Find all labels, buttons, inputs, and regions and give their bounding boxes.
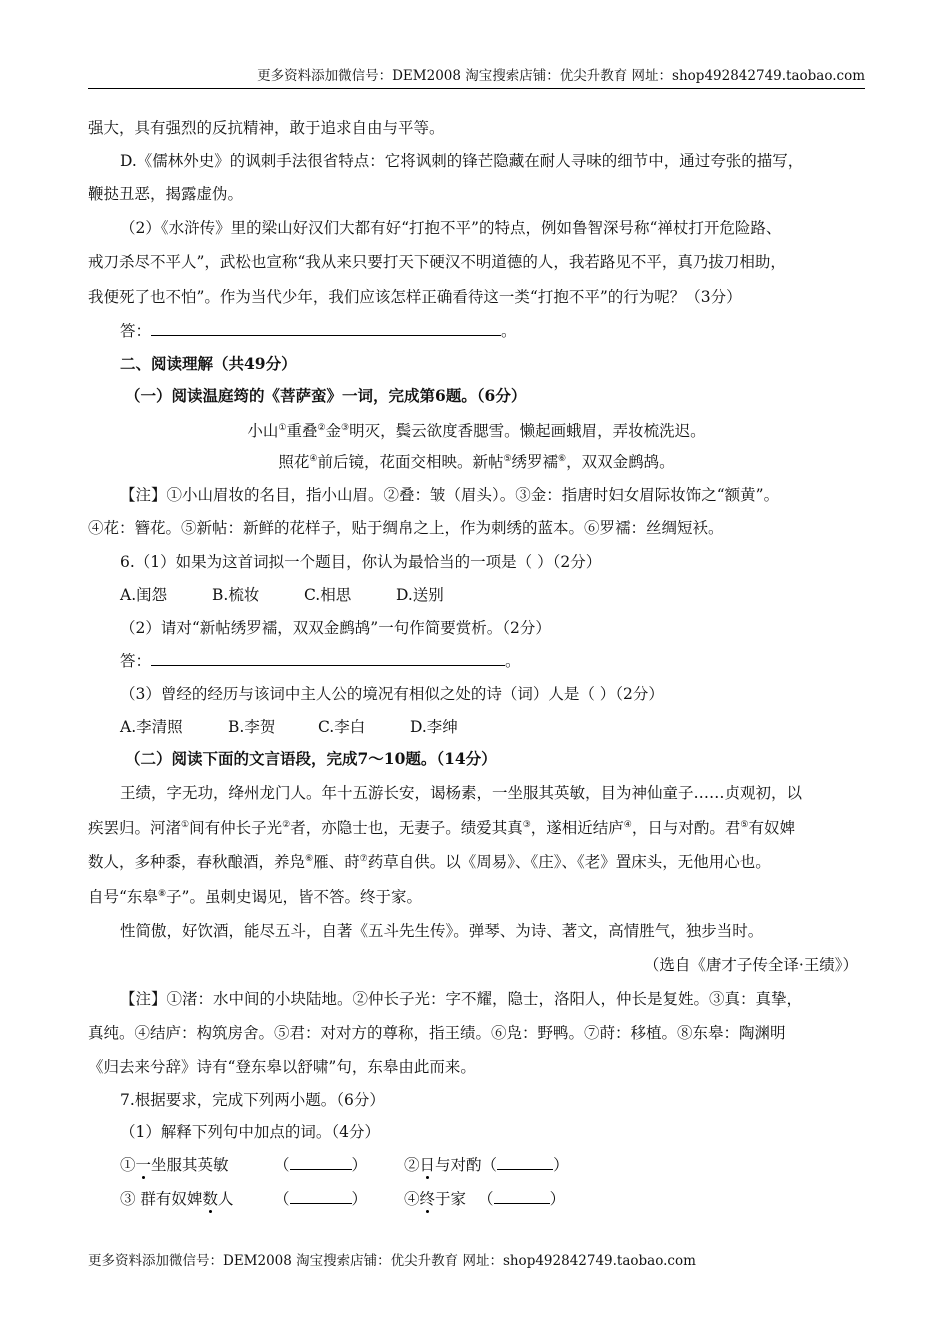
part-2-title: （二）阅读下面的文言语段，完成7～10题。（14分） (125, 749, 497, 768)
option-c[interactable]: C.李白 (318, 718, 366, 736)
dotted-word: 日 (419, 1156, 436, 1174)
answer-blank[interactable] (497, 1155, 553, 1170)
note-marker: ⑥ (558, 453, 567, 464)
passage-line-2 (88, 818, 795, 838)
passage-text: 疾罢归。河渚 (88, 819, 182, 837)
passage-text: 子”。虽刺史谒见，皆不答。终于家。 (166, 888, 422, 906)
question-6-1: 6.（1）如果为这首词拟一个题目，你认为最恰当的一项是（ ）（2分） (120, 553, 602, 571)
section-2-title: 二、阅读理解（共49分） (120, 354, 297, 373)
option-b[interactable]: B.李贺 (228, 718, 276, 736)
question-7: 7.根据要求，完成下列两小题。（6分） (120, 1091, 385, 1109)
answer-blank[interactable] (151, 651, 505, 666)
answer-label: 答： (120, 652, 152, 670)
option-d[interactable]: D.送别 (396, 586, 444, 604)
word-item-2 (404, 1155, 569, 1175)
passage-line-3 (88, 852, 771, 872)
option-c[interactable]: C.相思 (304, 586, 352, 604)
note-marker: ② (282, 819, 291, 830)
poem-text: 前后镜，花面交相映。新帖 (317, 453, 504, 471)
question-2-line-3: 我便死了也不怕”。作为当代少年，我们应该怎样正确看待这一类“打抱不平”的行为呢？（3分） (88, 288, 742, 306)
dotted-word: 数 (202, 1190, 218, 1208)
note-marker: ① (181, 819, 190, 830)
passage-line-1: 王绩，字无功，绛州龙门人。年十五游长安，谒杨素，一坐服其英敏，目为神仙童子……贞观初，以 (120, 784, 803, 802)
answer-blank[interactable] (494, 1189, 550, 1204)
option-d-line-1: D.《儒林外史》的讽刺手法很省特点：它将讽刺的锋芒隐藏在耐人寻味的细节中，通过夸张的描写， (120, 152, 804, 170)
note-marker: ⑥ (305, 853, 314, 864)
paren: （ (274, 1156, 290, 1174)
poem-text: 金 (325, 422, 342, 440)
item-text: 与对酌 (435, 1156, 482, 1174)
part-1-title: （一）阅读温庭筠的《菩萨蛮》一词，完成第6题。（6分） (125, 386, 527, 405)
passage-note-line-3: 《归去来兮辞》诗有“登东皋以舒啸”句，东皋由此而来。 (88, 1058, 476, 1076)
page-header: 更多资料添加微信号：DEM2008 淘宝搜索店铺：优尖升教育 网址：shop492842749.taobao.com (88, 64, 865, 89)
poem-text: 小山 (247, 422, 279, 440)
poem-text: ，双双金鹧鸪。 (566, 453, 675, 471)
note-marker: ⑧ (157, 888, 167, 899)
word-item-3-answer (274, 1189, 367, 1209)
question-7-1: （1）解释下列句中加点的词。（4分） (120, 1123, 380, 1141)
word-item-1 (120, 1155, 229, 1175)
answer-label: 答： (120, 322, 152, 340)
passage-text: 数人，多种黍，春秋酿酒，养凫 (88, 853, 306, 871)
passage-text: 者，亦隐士也，无妻子。绩爱其真 (290, 819, 523, 837)
paren: ） (351, 1156, 368, 1174)
item-number: ② (404, 1156, 420, 1174)
passage-text: 自号“东皋 (88, 888, 158, 906)
option-b[interactable]: B.梳妆 (212, 586, 260, 604)
note-marker: ② (317, 422, 326, 433)
question-6-2: （2）请对“新帖绣罗襦，双双金鹧鸪”一句作简要赏析。（2分） (120, 619, 551, 637)
poem-text: 照花 (278, 453, 310, 471)
answer-line-q2 (120, 321, 517, 341)
item-text: 人 (217, 1190, 234, 1208)
passage-note-line-1: 【注】①渚：水中间的小块陆地。②仲长子光：字不耀，隐士，洛阳人，仲长是复姓。③真：真挚， (120, 990, 803, 1008)
answer-blank[interactable] (290, 1155, 352, 1170)
option-d-line-2: 鞭挞丑恶，揭露虚伪。 (88, 185, 244, 203)
note-marker: ③ (341, 422, 350, 433)
poem-line-1 (88, 421, 865, 441)
passage-source: （选自《唐才子传全译·王绩》） (643, 956, 858, 974)
passage-text: 雁、莳 (313, 853, 360, 871)
paren: ） (549, 1190, 566, 1208)
passage-line-4 (88, 887, 422, 907)
question-6-3-options (120, 717, 458, 737)
paren: （ (478, 1190, 494, 1208)
answer-blank[interactable] (290, 1189, 352, 1204)
answer-end: 。 (505, 652, 521, 670)
passage-text: ，日与对酌。君 (631, 819, 741, 837)
question-6-1-options (120, 585, 444, 605)
option-a[interactable]: A.李清照 (120, 718, 183, 736)
passage-paragraph-2: 性简傲，好饮酒，能尽五斗，自著《五斗先生传》。弹琴、为诗、著文，高情胜气，独步当时。 (120, 922, 764, 940)
passage-text: 药草自供。以《周易》、《庄》、《老》置床头，无他用心也。 (367, 853, 771, 871)
passage-text: 有奴婢 (748, 819, 795, 837)
poem-line-2 (88, 452, 865, 472)
passage-text: ，遂相近结庐 (530, 819, 624, 837)
word-item-3 (120, 1189, 233, 1209)
question-2-line-1: （2）《水浒传》里的梁山好汉们大都有好“打抱不平”的特点，例如鲁智深号称“禅杖打开危险路、 (120, 219, 782, 237)
paren: （ (481, 1156, 498, 1174)
question-2-line-2: 戒刀杀尽不平人”，武松也宣称“我从来只要打天下硬汉不明道德的人，我若路见不平，真乃拔刀相助， (88, 253, 786, 271)
option-d[interactable]: D.李绅 (410, 718, 458, 736)
answer-line-q6-2 (120, 651, 521, 671)
paren: ） (351, 1190, 368, 1208)
poem-note-line-1: 【注】①小山眉妆的名目，指小山眉。②叠：皱（眉头）。③金：指唐时妇女眉际妆饰之“额黄”。 (120, 486, 780, 504)
note-marker: ⑤ (503, 453, 512, 464)
note-marker: ⑦ (359, 853, 368, 864)
dotted-word: 终 (419, 1190, 436, 1208)
item-number: ④ (404, 1190, 420, 1208)
note-marker: ④ (309, 453, 318, 464)
dotted-word: 一 (135, 1156, 152, 1174)
poem-note-line-2: ④花：簪花。⑤新帖：新鲜的花样子，贴于绸帛之上，作为刺绣的蓝本。⑥罗襦：丝绸短袄。 (88, 519, 724, 537)
option-c-end: 强大，具有强烈的反抗精神，敢于追求自由与平等。 (88, 119, 445, 137)
note-marker: ⑤ (740, 819, 749, 830)
poem-text: 明灭，鬓云欲度香腮雪。懒起画蛾眉，弄妆梳洗迟。 (349, 422, 706, 440)
option-a[interactable]: A.闺怨 (120, 586, 168, 604)
note-marker: ① (278, 422, 287, 433)
note-marker: ③ (522, 819, 531, 830)
poem-text: 重叠 (286, 422, 318, 440)
paren: （ (274, 1190, 290, 1208)
word-item-4 (404, 1189, 565, 1209)
passage-text: 间有仲长子光 (189, 819, 283, 837)
answer-blank[interactable] (151, 321, 501, 336)
poem-text: 绣罗襦 (511, 453, 559, 471)
item-number: ① (120, 1156, 136, 1174)
paren: ） (553, 1156, 569, 1174)
page-footer: 更多资料添加微信号：DEM2008 淘宝搜索店铺：优尖升教育 网址：shop492842749.taobao.com (88, 1253, 696, 1269)
passage-note-line-2: 真纯。④结庐：构筑房舍。⑤君：对对方的尊称，指王绩。⑥凫：野鸭。⑦莳：移植。⑧东皋：陶渊明 (88, 1024, 786, 1042)
item-text: 于家 (435, 1190, 467, 1208)
note-marker: ④ (623, 819, 632, 830)
word-item-1-answer (274, 1155, 367, 1175)
item-text: ③ 群有奴婢 (120, 1190, 203, 1208)
answer-end: 。 (501, 322, 517, 340)
question-6-3: （3）曾经的经历与该词中主人公的境况有相似之处的诗（词）人是（ ）（2分） (120, 685, 664, 703)
item-text: 坐服其英敏 (151, 1156, 229, 1174)
